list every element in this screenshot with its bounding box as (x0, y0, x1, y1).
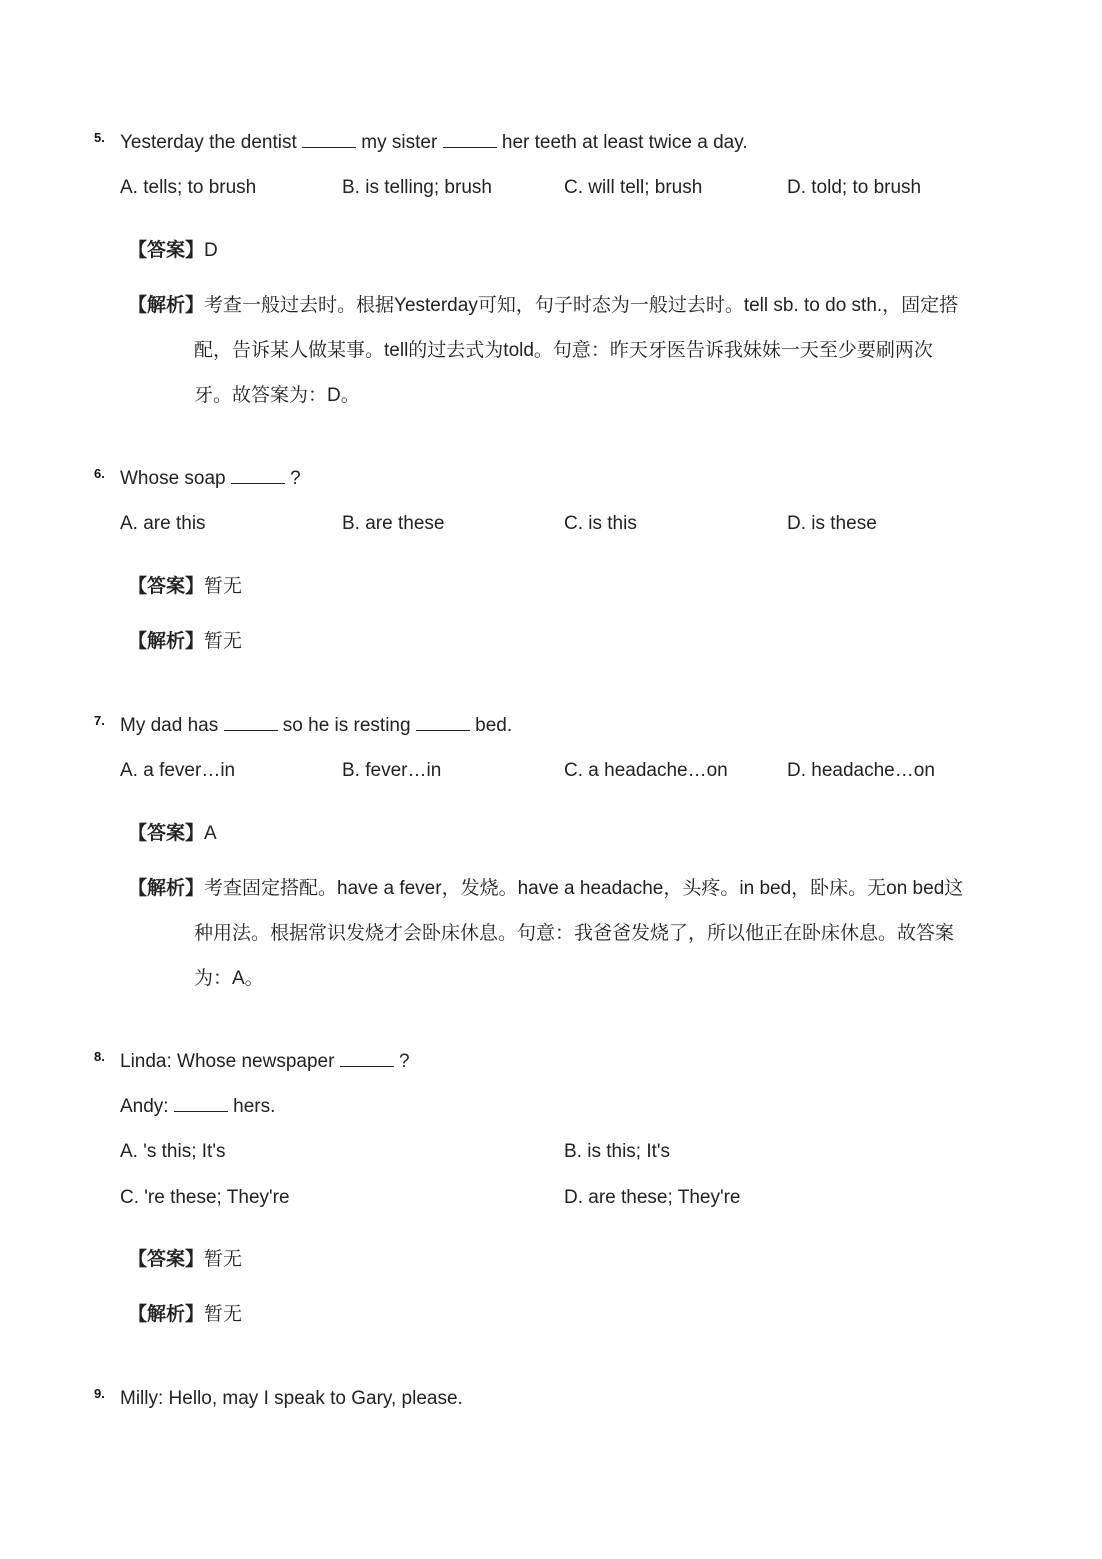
option-b: B. is this; It's (564, 1141, 671, 1162)
answer-line (128, 239, 218, 263)
answer-tag: 【答案】 (128, 1249, 205, 1270)
option-a: A. are this (120, 513, 206, 534)
question-stem: My dad has so he is resting bed. (120, 715, 513, 736)
option-a: A. 's this; It's (120, 1141, 226, 1162)
answer-blank (224, 716, 278, 731)
question-number: 7. (94, 713, 105, 728)
answer-value: A (204, 823, 217, 844)
answer-blank (416, 716, 470, 731)
answer-blank (302, 133, 356, 148)
explanation-text: 为：A。 (194, 968, 264, 989)
question-number: 5. (94, 130, 105, 145)
answer-value: D (204, 240, 218, 261)
option-c: C. will tell; brush (564, 177, 703, 198)
option-d: D. headache…on (787, 760, 935, 781)
question-number: 8. (94, 1049, 105, 1064)
answer-blank (174, 1097, 228, 1112)
answer-value: 暂无 (204, 576, 243, 597)
option-a: A. a fever…in (120, 760, 236, 781)
explanation-tag: 【解析】 (128, 631, 205, 652)
answer-blank (231, 469, 285, 484)
option-b: B. is telling; brush (342, 177, 492, 198)
explanation-line (128, 630, 242, 654)
explanation-text: 种用法。根据常识发烧才会卧床休息。句意：我爸爸发烧了，所以他正在卧床休息。故答案 (194, 923, 955, 944)
explanation-line (128, 283, 998, 328)
answer-tag: 【答案】 (128, 576, 205, 597)
question-stem-line-2: Andy: hers. (120, 1096, 276, 1117)
question-stem: Whose soap ? (120, 468, 301, 489)
question-number: 9. (94, 1386, 105, 1401)
explanation-line (128, 1303, 242, 1327)
option-d: D. are these; They're (564, 1187, 741, 1208)
option-d: D. told; to brush (787, 177, 922, 198)
explanation-text: 暂无 (204, 631, 243, 652)
explanation-text: 考查一般过去时。根据Yesterday可知，句子时态为一般过去时。tell sb. to do sth.，固定搭 (204, 295, 959, 316)
option-b: B. fever…in (342, 760, 442, 781)
explanation-tag: 【解析】 (128, 1304, 205, 1325)
answer-blank (443, 133, 497, 148)
answer-blank (340, 1052, 394, 1067)
explanation-tag: 【解析】 (128, 295, 205, 316)
option-c: C. 're these; They're (120, 1187, 290, 1208)
explanation-text: 考查固定搭配。have a fever，发烧。have a headache，头疼。in bed，卧床。无on bed这 (204, 878, 964, 899)
answer-tag: 【答案】 (128, 823, 205, 844)
question-stem: Yesterday the dentist my sister her teeth at least twice a day. (120, 132, 748, 153)
option-c: C. a headache…on (564, 760, 728, 781)
question-number: 6. (94, 466, 105, 481)
question-stem-line-1: Linda: Whose newspaper ? (120, 1051, 410, 1072)
answer-value: 暂无 (204, 1249, 243, 1270)
explanation-text: 暂无 (204, 1304, 243, 1325)
answer-line (128, 1248, 242, 1272)
option-c: C. is this (564, 513, 637, 534)
explanation-line (128, 866, 998, 911)
option-d: D. is these (787, 513, 877, 534)
explanation-text: 配，告诉某人做某事。tell的过去式为told。句意：昨天牙医告诉我妹妹一天至少要刷两次 (194, 340, 933, 361)
question-stem: Milly: Hello, may I speak to Gary, please. (120, 1388, 463, 1409)
explanation-tag: 【解析】 (128, 878, 205, 899)
option-a: A. tells; to brush (120, 177, 257, 198)
option-b: B. are these (342, 513, 445, 534)
answer-tag: 【答案】 (128, 240, 205, 261)
answer-line (128, 575, 242, 599)
explanation-text: 牙。故答案为：D。 (194, 385, 360, 406)
answer-line (128, 822, 217, 846)
